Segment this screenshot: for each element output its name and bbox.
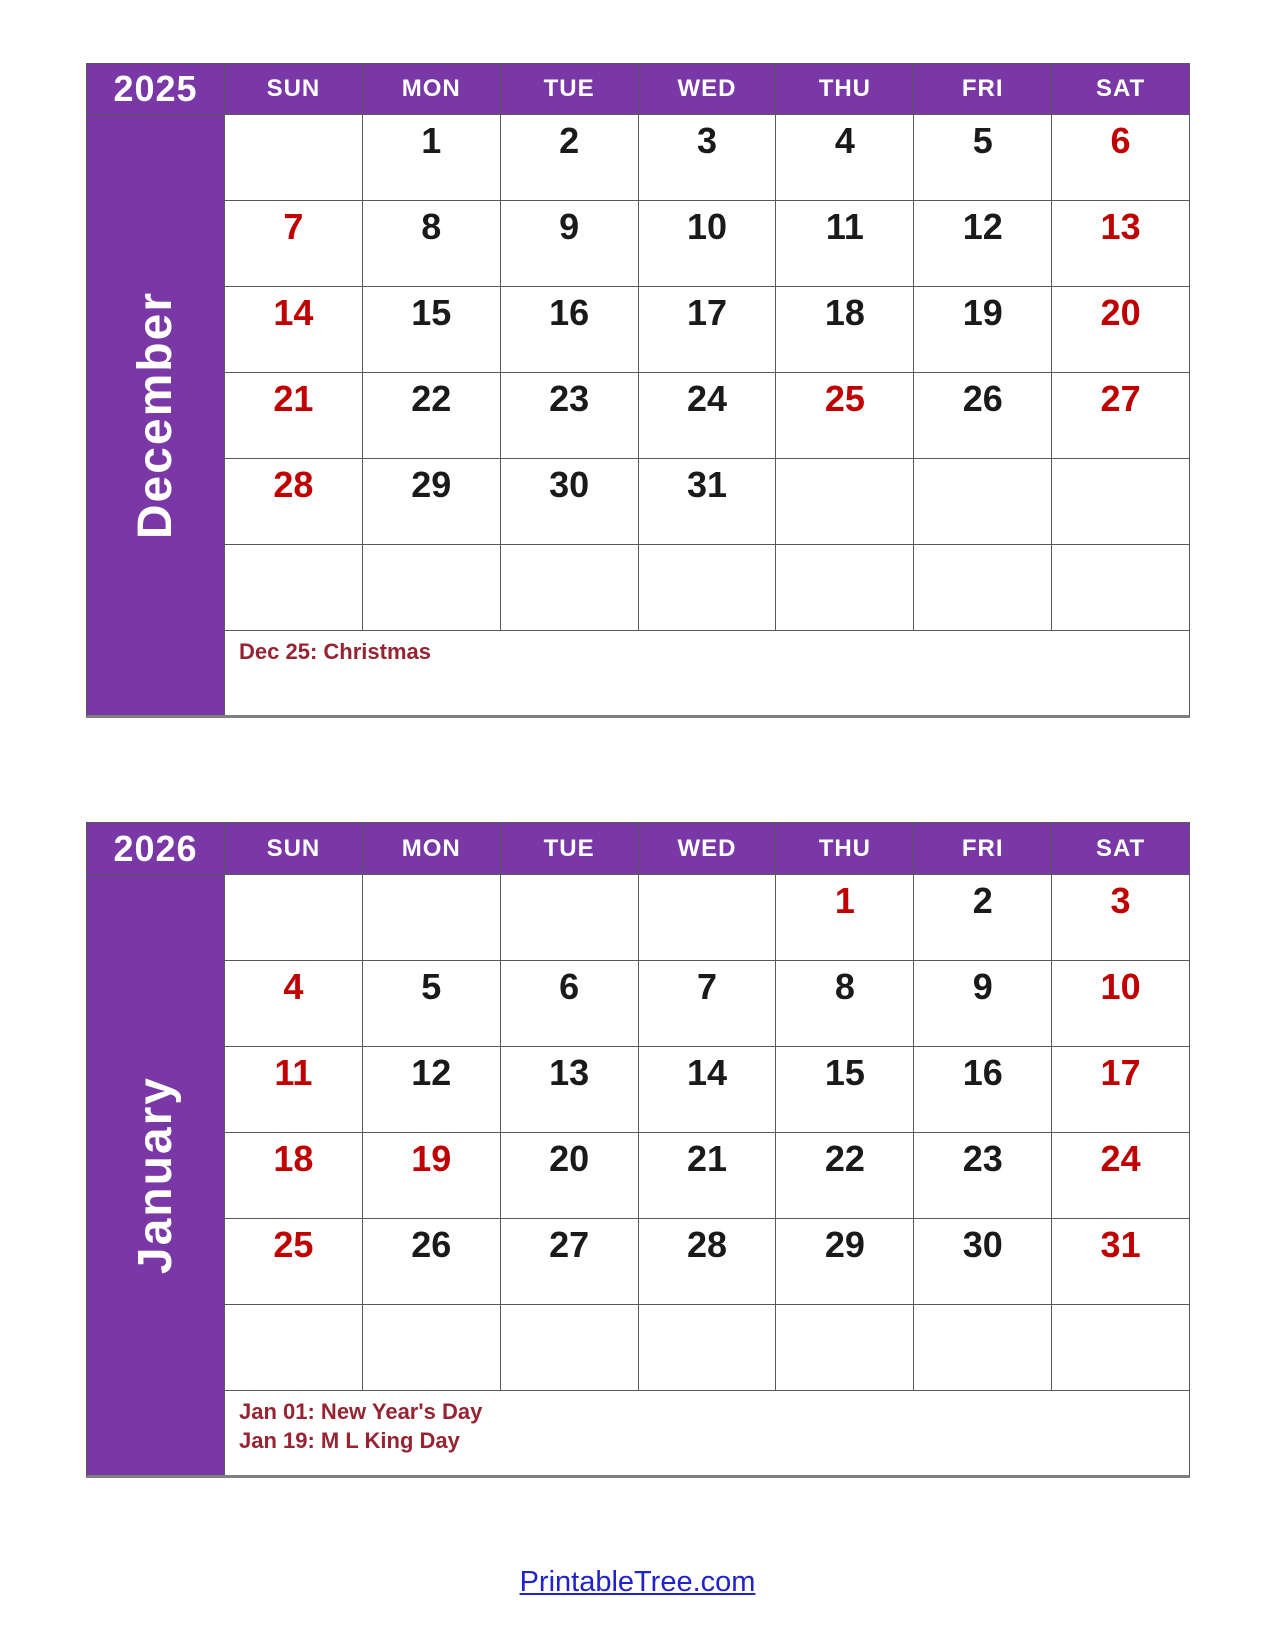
date-cell-december-31: 31 [639,459,776,544]
date-cell-january-27: 27 [501,1219,638,1304]
date-cell-january-24: 24 [1052,1133,1189,1218]
date-cell-december-24: 24 [639,373,776,458]
day-header-thu: THU [776,64,913,114]
day-header-sat: SAT [1052,64,1189,114]
date-cell-december-22: 22 [363,373,500,458]
date-cell-empty [363,1305,500,1390]
date-cell-december-6: 6 [1052,115,1189,200]
date-cell-empty [225,545,362,630]
holiday-note: Dec 25: Christmas [239,639,431,664]
holiday-notes [225,631,1189,715]
date-cell-december-10: 10 [639,201,776,286]
date-cell-december-19: 19 [914,287,1051,372]
month-name-label: January [129,1075,182,1275]
date-cell-january-25: 25 [225,1219,362,1304]
date-cell-january-17: 17 [1052,1047,1189,1132]
date-cell-january-5: 5 [363,961,500,1046]
date-cell-january-23: 23 [914,1133,1051,1218]
date-cell-january-12: 12 [363,1047,500,1132]
date-cell-december-30: 30 [501,459,638,544]
date-cell-december-28: 28 [225,459,362,544]
date-cell-empty [501,1305,638,1390]
date-cell-empty [914,1305,1051,1390]
date-cell-january-22: 22 [776,1133,913,1218]
date-cell-january-1: 1 [776,875,913,960]
date-cell-empty [225,115,362,200]
date-cell-empty [914,545,1051,630]
date-cell-january-7: 7 [639,961,776,1046]
footer-link[interactable]: PrintableTree.com [519,1566,756,1598]
date-cell-december-17: 17 [639,287,776,372]
day-header-fri: FRI [914,823,1051,874]
date-cell-empty [363,545,500,630]
date-cell-january-29: 29 [776,1219,913,1304]
date-cell-december-8: 8 [363,201,500,286]
day-header-sun: SUN [225,823,362,874]
date-cell-empty [776,459,913,544]
date-cell-empty [776,1305,913,1390]
date-cell-january-26: 26 [363,1219,500,1304]
date-cell-december-29: 29 [363,459,500,544]
date-cell-january-11: 11 [225,1047,362,1132]
date-cell-december-20: 20 [1052,287,1189,372]
date-cell-january-8: 8 [776,961,913,1046]
year-label: 2026 [87,823,224,874]
date-cell-january-21: 21 [639,1133,776,1218]
date-cell-empty [639,1305,776,1390]
holiday-notes [225,1391,1189,1475]
date-cell-december-25: 25 [776,373,913,458]
date-cell-december-13: 13 [1052,201,1189,286]
footer [0,1566,1275,1599]
date-cell-january-18: 18 [225,1133,362,1218]
year-label: 2025 [87,64,224,114]
date-cell-empty [363,875,500,960]
month-sidebar [87,875,224,1475]
date-cell-december-27: 27 [1052,373,1189,458]
date-cell-january-19: 19 [363,1133,500,1218]
date-cell-december-5: 5 [914,115,1051,200]
day-header-sun: SUN [225,64,362,114]
date-cell-december-4: 4 [776,115,913,200]
month-name-label: December [129,290,182,540]
day-header-wed: WED [639,823,776,874]
date-cell-december-18: 18 [776,287,913,372]
day-header-tue: TUE [501,823,638,874]
date-cell-january-20: 20 [501,1133,638,1218]
date-cell-january-3: 3 [1052,875,1189,960]
holiday-note: Jan 01: New Year's Day [239,1399,483,1424]
date-cell-january-10: 10 [1052,961,1189,1046]
date-cell-empty [1052,545,1189,630]
date-cell-december-26: 26 [914,373,1051,458]
date-cell-december-15: 15 [363,287,500,372]
day-header-mon: MON [363,823,500,874]
date-cell-january-16: 16 [914,1047,1051,1132]
date-cell-december-2: 2 [501,115,638,200]
date-cell-january-6: 6 [501,961,638,1046]
date-cell-january-28: 28 [639,1219,776,1304]
date-cell-empty [1052,459,1189,544]
day-header-fri: FRI [914,64,1051,114]
date-cell-december-9: 9 [501,201,638,286]
date-cell-january-30: 30 [914,1219,1051,1304]
day-header-tue: TUE [501,64,638,114]
december-2025-calendar [86,63,1190,718]
date-cell-december-14: 14 [225,287,362,372]
date-cell-empty [639,875,776,960]
date-cell-january-13: 13 [501,1047,638,1132]
date-cell-empty [225,1305,362,1390]
date-cell-empty [225,875,362,960]
date-cell-december-21: 21 [225,373,362,458]
january-2026-calendar [86,822,1190,1478]
date-cell-december-1: 1 [363,115,500,200]
day-header-wed: WED [639,64,776,114]
date-cell-december-7: 7 [225,201,362,286]
month-sidebar [87,115,224,715]
date-cell-empty [1052,1305,1189,1390]
date-cell-empty [776,545,913,630]
date-cell-december-11: 11 [776,201,913,286]
date-cell-january-14: 14 [639,1047,776,1132]
date-cell-january-2: 2 [914,875,1051,960]
day-header-thu: THU [776,823,913,874]
date-cell-december-12: 12 [914,201,1051,286]
date-cell-january-15: 15 [776,1047,913,1132]
date-cell-empty [639,545,776,630]
date-cell-january-31: 31 [1052,1219,1189,1304]
date-cell-empty [914,459,1051,544]
date-cell-december-16: 16 [501,287,638,372]
date-cell-empty [501,875,638,960]
date-cell-empty [501,545,638,630]
date-cell-january-9: 9 [914,961,1051,1046]
date-cell-january-4: 4 [225,961,362,1046]
date-cell-december-23: 23 [501,373,638,458]
date-cell-december-3: 3 [639,115,776,200]
day-header-mon: MON [363,64,500,114]
day-header-sat: SAT [1052,823,1189,874]
holiday-note: Jan 19: M L King Day [239,1427,460,1453]
